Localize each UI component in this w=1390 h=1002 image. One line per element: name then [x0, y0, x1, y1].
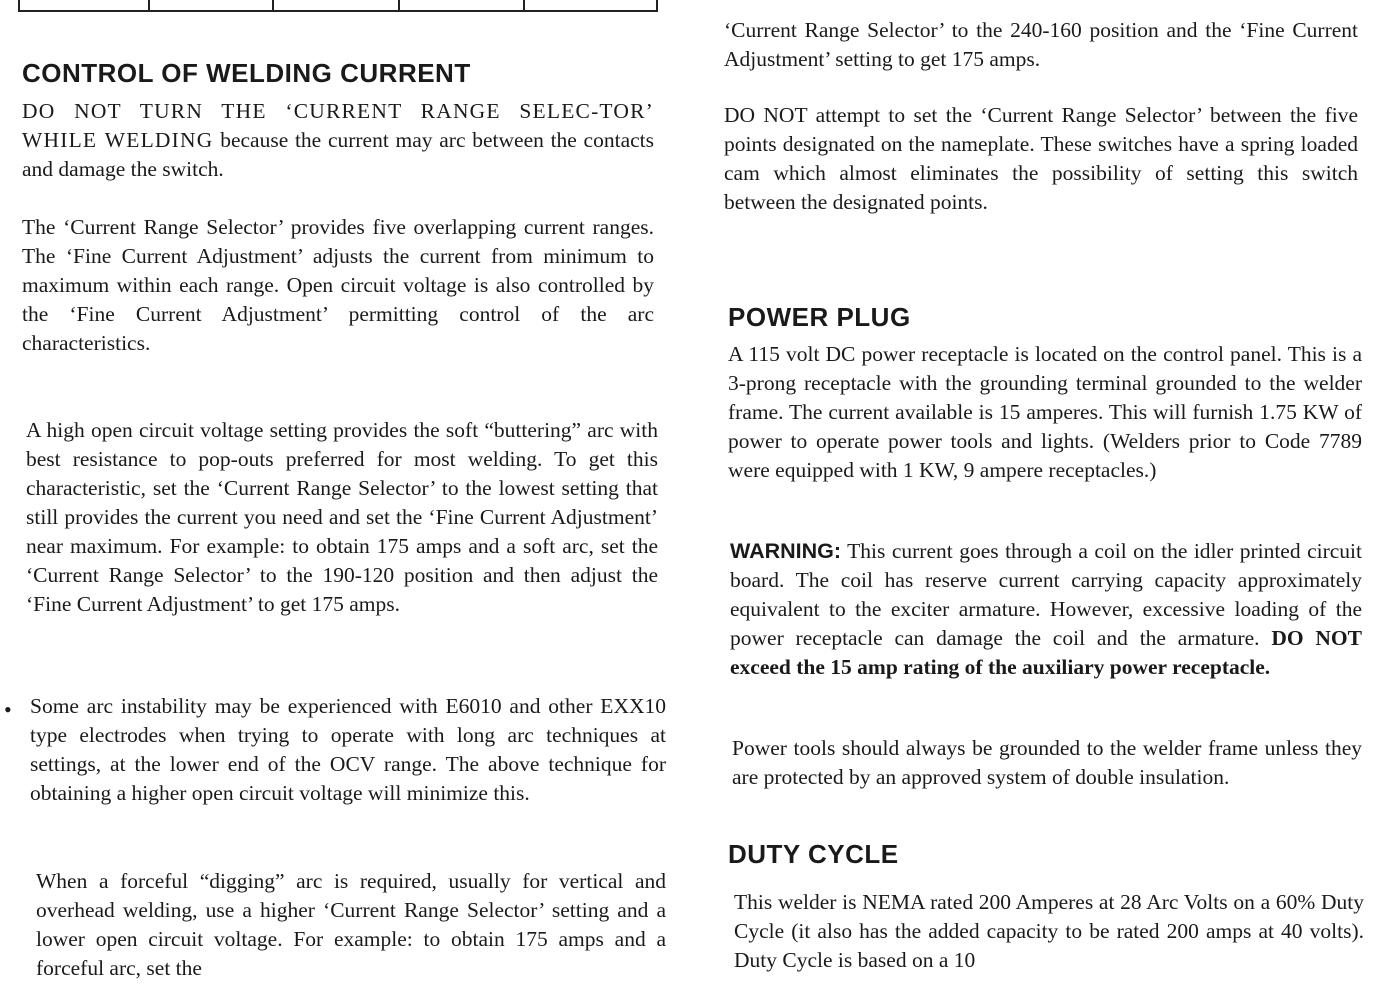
do-not-turn-rest: because the current may arc between the contacts and damage the switch.: [22, 128, 655, 181]
paragraph-power-receptacle: A 115 volt DC power receptacle is located on the control panel. This is a 3-prong receptacle with the grounding terminal grounded to the welder frame. The current available is 15 amperes. This will furnish 1.75 KW of power to operate power tools and lights. (Welders prior to Code 7789 were equipped with 1 KW, 9 ampere receptacles.): [728, 342, 1362, 482]
paragraph-arc-instability: Some arc instability may be experienced with E6010 and other EXX10 type electrodes when trying to operate with long arc techniques at settings, at the lower end of the OCV range. The above technique for obtaining a higher open circuit voltage will minimize this.: [30, 694, 666, 805]
paragraph-power-tools: Power tools should always be grounded to the welder frame unless they are protected by an approved system of double insulation.: [732, 736, 1362, 789]
paragraph-forceful-arc: When a forceful “digging” arc is required, usually for vertical and overhead welding, use a higher ‘Current Range Selector’ setting and a lower open circuit voltage. For example: to obtain 175 amps and a forceful arc, set the: [36, 869, 666, 980]
warning-bold: DO NOT exceed the 15 amp rating of the auxiliary power receptacle.: [730, 626, 1362, 679]
heading-power-plug: POWER PLUG: [728, 302, 911, 332]
paragraph-warning: [730, 537, 1362, 682]
do-not-lead: DO NOT: [724, 103, 808, 127]
paragraph-duty-cycle: This welder is NEMA rated 200 Amperes at 28 Arc Volts on a 60% Duty Cycle (it also has the added capacity to be rated 200 amps at 40 volts). Duty Cycle is based on a 10: [734, 890, 1364, 972]
table-bottom-border: [18, 0, 658, 12]
heading-duty-cycle: DUTY CYCLE: [728, 839, 899, 869]
paragraph-range-selector: The ‘Current Range Selector’ provides five overlapping current ranges. The ‘Fine Current Adjustment’ adjusts the current from minimum to maximum within each range. Open circuit voltage is also controlled by the ‘Fine Current Adjustment’ permitting control of the arc characteristics.: [22, 215, 654, 355]
warning-text: This current goes through a coil on the idler printed circuit board. The coil has reserve current carrying capacity approximately equivalent to the exciter armature. However, excessive loading of the power receptacle can damage the coil and the armature.: [730, 539, 1362, 650]
warning-label: WARNING:: [730, 539, 842, 563]
paragraph-range-continued: ‘Current Range Selector’ to the 240-160 position and the ‘Fine Current Adjustment’ setting to get 175 amps.: [724, 18, 1358, 71]
do-not-turn-caps: DO NOT TURN THE ‘CURRENT RANGE SELEC-TOR’ WHILE WELDING: [22, 99, 654, 152]
paragraph-high-ocv: A high open circuit voltage setting provides the soft “buttering” arc with best resistance to pop-outs preferred for most welding. To get this characteristic, set the ‘Current Range Selector’ to the lowest setting that still provides the current you need and set the ‘Fine Current Adjustment’ near maximum. For example: to obtain 175 amps and a soft arc, set the ‘Current Range Selector’ to the 190-120 position and then adjust the ‘Fine Current Adjustment’ to get 175 amps.: [26, 418, 658, 616]
bullet-mark: •: [4, 697, 12, 722]
paragraph-do-not-turn: [22, 97, 654, 184]
heading-control-of-welding-current: CONTROL OF WELDING CURRENT: [22, 58, 471, 88]
do-not-rest: attempt to set the ‘Current Range Selector’ between the five points designated on the nameplate. These switches have a spring loaded cam which almost eliminates the possibility of setting this switch between the designated points.: [724, 103, 1358, 214]
paragraph-do-not-attempt: [724, 101, 1358, 217]
